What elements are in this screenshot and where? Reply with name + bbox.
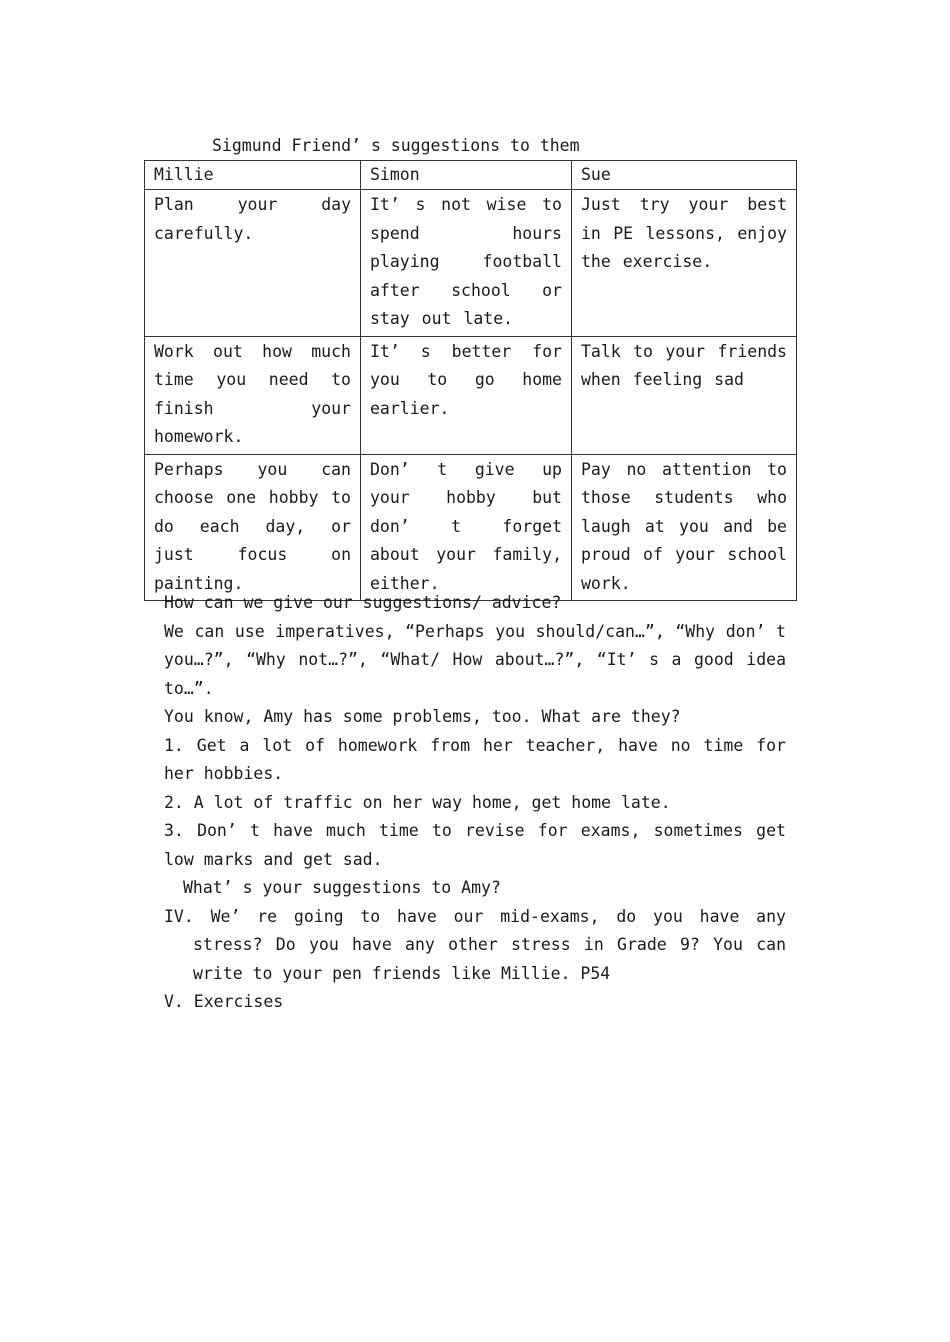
cell-millie-3: Perhaps you can choose one hobby to do each day, or just focus on painting. [145,454,361,601]
lesson-body [164,589,786,1017]
header-simon: Simon [361,161,572,190]
cell-simon-3: Don’ t give up your hobby but don’ t forget about your family, either. [361,454,572,601]
section-v: V. Exercises [164,992,284,1011]
cell-sue-3: Pay no attention to those students who laugh at you and be proud of your school work. [572,454,797,601]
cell-sue-2: Talk to your friends when feeling sad [572,336,797,454]
cell-simon-2: It’ s better for you to go home earlier. [361,336,572,454]
header-millie: Millie [145,161,361,190]
imperatives-paragraph: We can use imperatives, “Perhaps you should/can…”, “Why don’ t you…?”, “Why not…?”, “What/ How about…?”, “It’ s a good idea to…”. [164,621,786,698]
section-iv: IV. We’ re going to have our mid-exams, do you have any stress? Do you have any other stress in Grade 9? You can write to your pen friends like Millie. P54 [164,906,786,983]
advice-question: How can we give our suggestions/ advice? [164,593,562,612]
table-row [145,190,797,337]
header-sue: Sue [572,161,797,190]
cell-millie-1: Plan your day carefully. [145,190,361,337]
amy-intro: You know, Amy has some problems, too. What are they? [164,707,681,726]
problem-item: 2. A lot of traffic on her way home, get home late. [164,792,671,812]
problem-item: 3. Don’ t have much time to revise for exams, sometimes get low marks and get sad. [164,821,786,869]
table-title: Sigmund Friend’ s suggestions to them [212,136,580,155]
amy-question: What’ s your suggestions to Amy? [183,878,501,897]
cell-simon-1: It’ s not wise to spend hours playing football after school or stay out late. [361,190,572,337]
cell-sue-1: Just try your best in PE lessons, enjoy the exercise. [572,190,797,337]
cell-millie-2: Work out how much time you need to finish your homework. [145,336,361,454]
table-header-row [145,161,797,190]
suggestions-table [144,160,797,601]
table-row [145,336,797,454]
problem-item: 1. Get a lot of homework from her teacher, have no time for her hobbies. [164,735,786,783]
table-row [145,454,797,601]
